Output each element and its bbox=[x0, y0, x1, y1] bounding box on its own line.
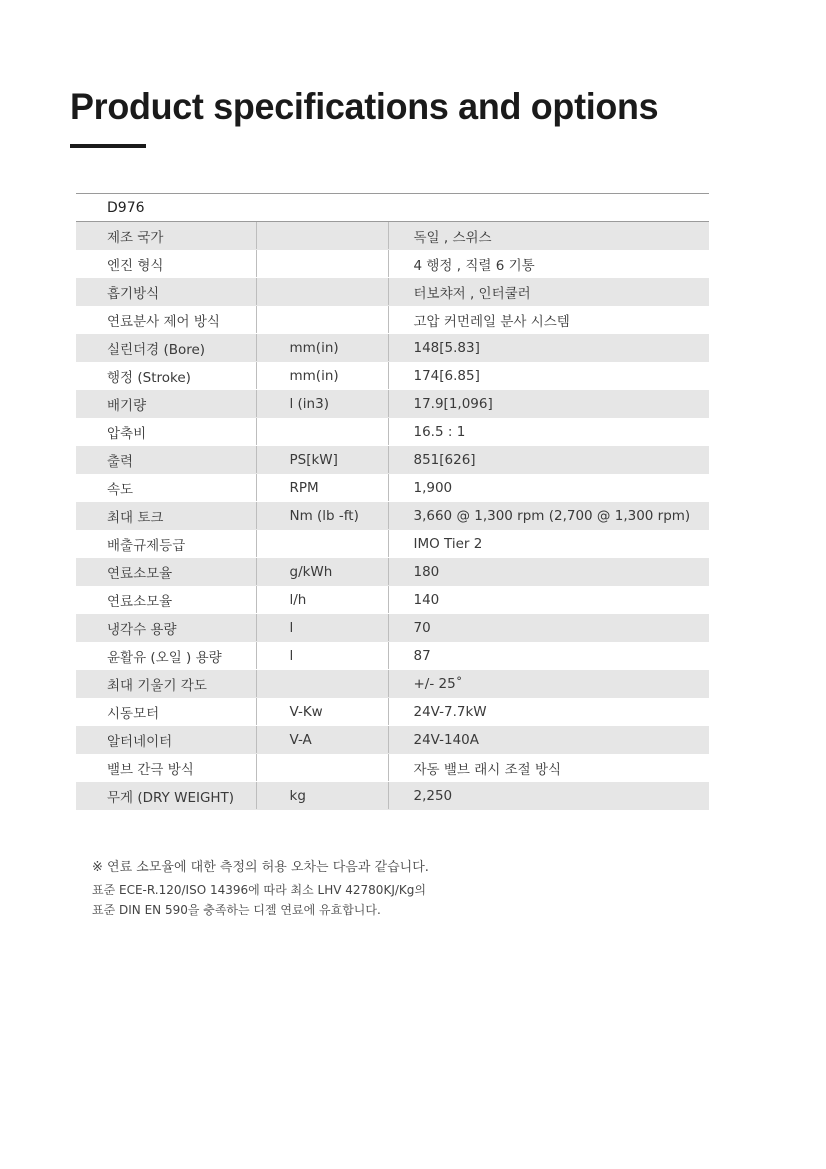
spec-row bbox=[76, 446, 709, 474]
spec-row bbox=[76, 782, 709, 810]
spec-value: 2,250 bbox=[388, 782, 709, 810]
spec-table bbox=[76, 193, 709, 810]
spec-row bbox=[76, 418, 709, 446]
spec-row bbox=[76, 390, 709, 418]
spec-value: 148[5.83] bbox=[388, 334, 709, 362]
spec-value: 24V-140A bbox=[388, 726, 709, 754]
spec-row bbox=[76, 334, 709, 362]
spec-unit: l bbox=[256, 642, 388, 670]
spec-unit: V-A bbox=[256, 726, 388, 754]
model-name: D976 bbox=[76, 194, 709, 222]
spec-label: 배기량 bbox=[76, 390, 256, 418]
spec-unit bbox=[256, 670, 388, 698]
tolerance-note-detail: 표준 ECE-R.120/ISO 14396에 따라 최소 LHV 42780KJ/Kg의 bbox=[92, 883, 426, 897]
spec-label: 연료분사 제어 방식 bbox=[76, 306, 256, 334]
model-header-row bbox=[76, 194, 709, 222]
spec-row bbox=[76, 362, 709, 390]
spec-unit: mm(in) bbox=[256, 362, 388, 390]
spec-value: 4 행정 , 직렬 6 기통 bbox=[388, 250, 709, 278]
spec-row bbox=[76, 614, 709, 642]
spec-label: 연료소모율 bbox=[76, 586, 256, 614]
spec-row bbox=[76, 754, 709, 782]
spec-unit: RPM bbox=[256, 474, 388, 502]
spec-value: 터보챠저 , 인터쿨러 bbox=[388, 278, 709, 306]
spec-row bbox=[76, 250, 709, 278]
spec-value: +/- 25˚ bbox=[388, 670, 709, 698]
spec-unit: PS[kW] bbox=[256, 446, 388, 474]
spec-value: 1,900 bbox=[388, 474, 709, 502]
spec-unit bbox=[256, 278, 388, 306]
spec-label: 흡기방식 bbox=[76, 278, 256, 306]
spec-unit bbox=[256, 250, 388, 278]
spec-row bbox=[76, 670, 709, 698]
spec-value: 851[626] bbox=[388, 446, 709, 474]
spec-value: 독일 , 스위스 bbox=[388, 222, 709, 250]
spec-row bbox=[76, 502, 709, 530]
spec-value: 고압 커먼레일 분사 시스템 bbox=[388, 306, 709, 334]
spec-value: 16.5 : 1 bbox=[388, 418, 709, 446]
spec-label: 엔진 형식 bbox=[76, 250, 256, 278]
spec-row bbox=[76, 586, 709, 614]
spec-label: 윤활유 (오일 ) 용량 bbox=[76, 642, 256, 670]
spec-label: 최대 토크 bbox=[76, 502, 256, 530]
spec-label: 최대 기울기 각도 bbox=[76, 670, 256, 698]
spec-label: 밸브 간극 방식 bbox=[76, 754, 256, 782]
spec-label: 연료소모율 bbox=[76, 558, 256, 586]
spec-label: 압축비 bbox=[76, 418, 256, 446]
tolerance-note: ※ 연료 소모율에 대한 측정의 허용 오차는 다음과 같습니다. bbox=[92, 860, 429, 875]
title-underline bbox=[70, 144, 146, 148]
spec-label: 출력 bbox=[76, 446, 256, 474]
spec-value: 24V-7.7kW bbox=[388, 698, 709, 726]
spec-row bbox=[76, 306, 709, 334]
spec-label: 속도 bbox=[76, 474, 256, 502]
spec-unit: l (in3) bbox=[256, 390, 388, 418]
spec-value: 87 bbox=[388, 642, 709, 670]
spec-value: 70 bbox=[388, 614, 709, 642]
spec-row bbox=[76, 558, 709, 586]
page-title: Product specifications and options bbox=[70, 86, 659, 127]
spec-label: 실린더경 (Bore) bbox=[76, 334, 256, 362]
spec-label: 무게 (DRY WEIGHT) bbox=[76, 782, 256, 810]
spec-row bbox=[76, 278, 709, 306]
spec-label: 시동모터 bbox=[76, 698, 256, 726]
spec-label: 배출규제등급 bbox=[76, 530, 256, 558]
spec-value: 140 bbox=[388, 586, 709, 614]
spec-unit: V-Kw bbox=[256, 698, 388, 726]
spec-unit: g/kWh bbox=[256, 558, 388, 586]
spec-label: 냉각수 용량 bbox=[76, 614, 256, 642]
spec-row bbox=[76, 642, 709, 670]
spec-unit bbox=[256, 418, 388, 446]
spec-row bbox=[76, 474, 709, 502]
spec-row bbox=[76, 726, 709, 754]
spec-label: 알터네이터 bbox=[76, 726, 256, 754]
spec-unit: Nm (lb -ft) bbox=[256, 502, 388, 530]
spec-value: 174[6.85] bbox=[388, 362, 709, 390]
spec-value: 180 bbox=[388, 558, 709, 586]
spec-row bbox=[76, 530, 709, 558]
spec-value: 17.9[1,096] bbox=[388, 390, 709, 418]
spec-value: 자동 밸브 래시 조절 방식 bbox=[388, 754, 709, 782]
spec-unit bbox=[256, 306, 388, 334]
tolerance-note-detail: 표준 DIN EN 590을 충족하는 디젤 연료에 유효합니다. bbox=[92, 903, 381, 917]
spec-value: 3,660 @ 1,300 rpm (2,700 @ 1,300 rpm) bbox=[388, 502, 709, 530]
spec-value: IMO Tier 2 bbox=[388, 530, 709, 558]
spec-unit: l/h bbox=[256, 586, 388, 614]
spec-unit bbox=[256, 222, 388, 250]
spec-unit: mm(in) bbox=[256, 334, 388, 362]
spec-table-body bbox=[76, 222, 709, 810]
spec-label: 행정 (Stroke) bbox=[76, 362, 256, 390]
spec-unit: l bbox=[256, 614, 388, 642]
spec-label: 제조 국가 bbox=[76, 222, 256, 250]
spec-row bbox=[76, 222, 709, 250]
spec-unit bbox=[256, 754, 388, 782]
spec-row bbox=[76, 698, 709, 726]
spec-unit: kg bbox=[256, 782, 388, 810]
spec-unit bbox=[256, 530, 388, 558]
